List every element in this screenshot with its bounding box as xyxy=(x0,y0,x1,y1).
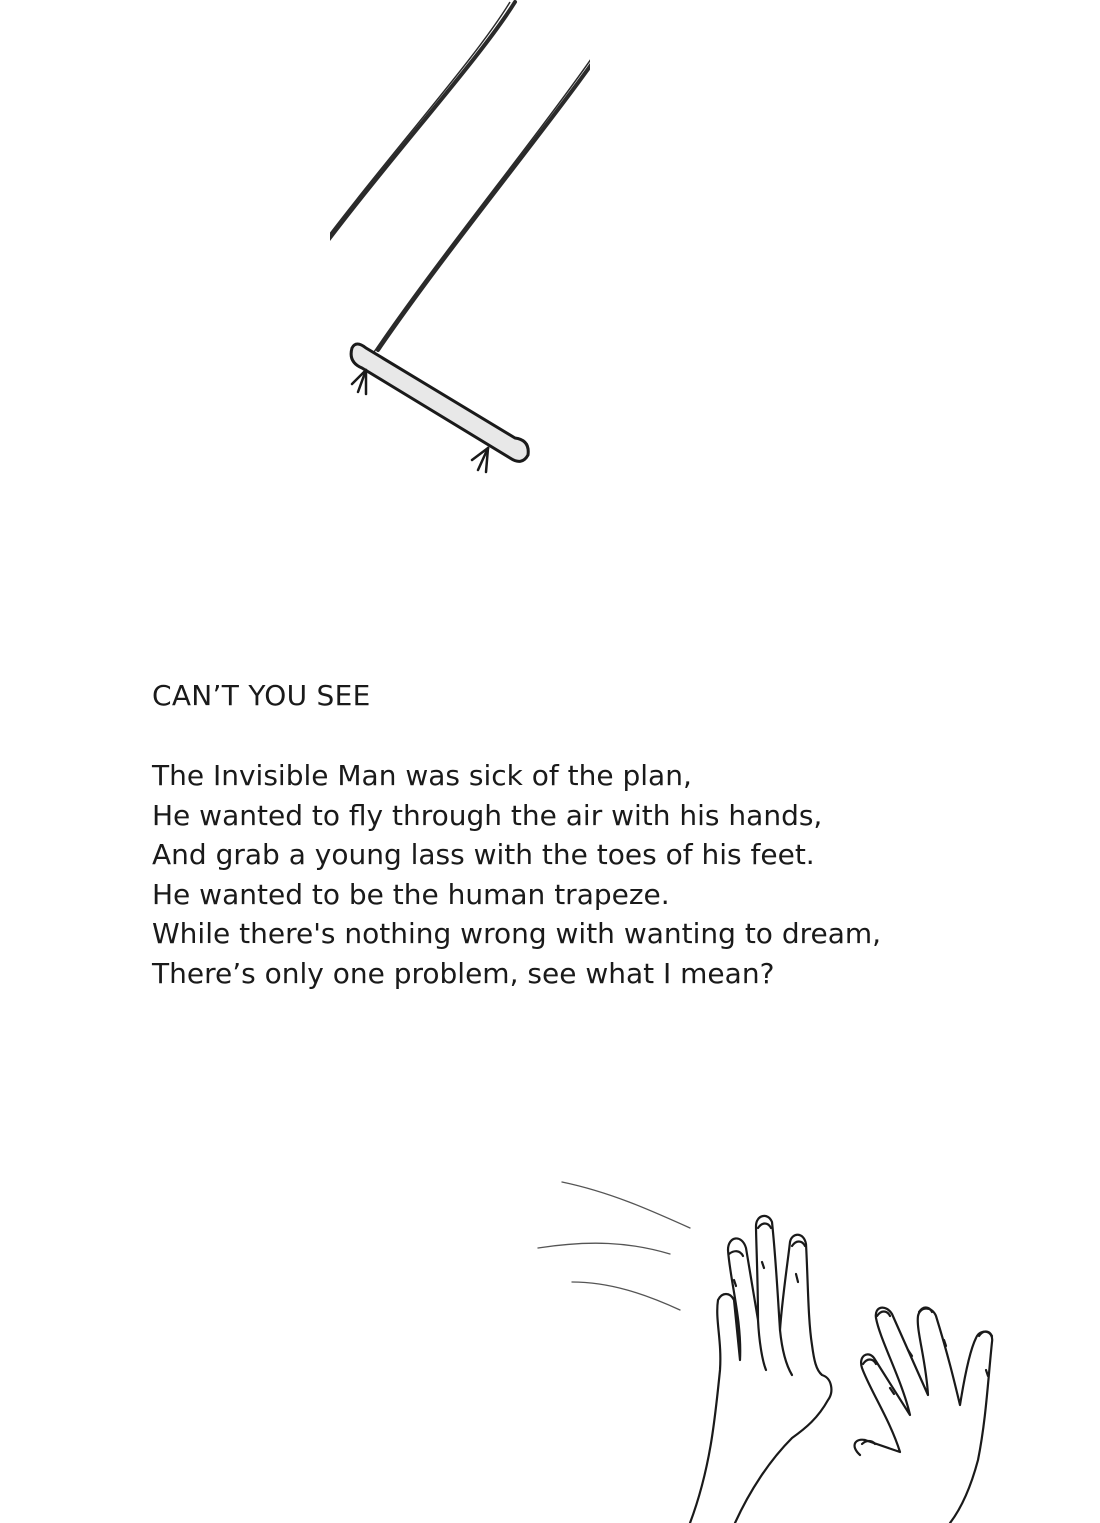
trapeze-swing-illustration xyxy=(330,0,590,480)
poem-line: He wanted to fly through the air with his hands, xyxy=(152,798,823,832)
motion-lines xyxy=(538,1182,690,1310)
left-hand xyxy=(690,1216,831,1523)
poem-lines xyxy=(152,756,1032,993)
poem-line: The Invisible Man was sick of the plan, xyxy=(152,759,692,792)
reaching-hands-illustration xyxy=(530,1170,1010,1523)
poem xyxy=(152,676,1032,993)
poem-line: There’s only one problem, see what I mean? xyxy=(152,956,775,990)
poem-title: CAN’T YOU SEE xyxy=(152,679,371,712)
poem-line: And grab a young lass with the toes of his feet. xyxy=(152,838,815,871)
right-hand xyxy=(855,1308,993,1523)
poem-line: While there's nothing wrong with wanting to dream, xyxy=(152,917,882,950)
trapeze-bar xyxy=(351,344,528,461)
left-rope xyxy=(378,0,590,350)
poem-line: He wanted to be the human trapeze. xyxy=(152,877,670,911)
